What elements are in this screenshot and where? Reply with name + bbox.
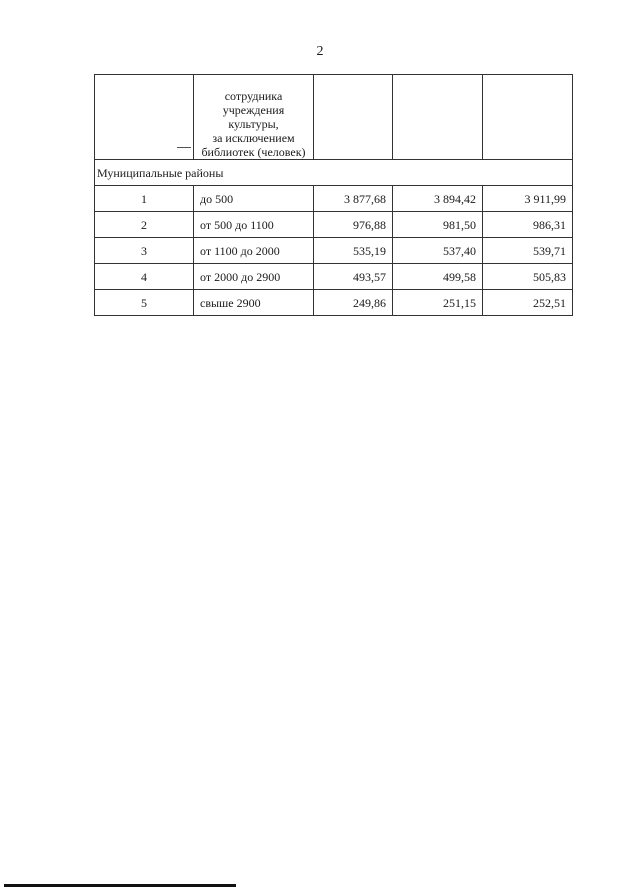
section-label: Муниципальные районы [95, 160, 573, 186]
section-row [95, 160, 573, 186]
scan-mark [177, 147, 191, 148]
table-row [95, 186, 573, 212]
row-value-1: 249,86 [314, 290, 393, 316]
header-cell-year-2 [393, 75, 483, 160]
table-header-row [95, 75, 573, 160]
row-range: свыше 2900 [194, 290, 314, 316]
row-range: от 2000 до 2900 [194, 264, 314, 290]
row-number: 2 [95, 212, 194, 238]
row-value-2: 3 894,42 [393, 186, 483, 212]
row-range: от 1100 до 2000 [194, 238, 314, 264]
row-value-1: 535,19 [314, 238, 393, 264]
row-value-3: 505,83 [483, 264, 573, 290]
header-cell-description [194, 75, 314, 160]
row-range: до 500 [194, 186, 314, 212]
table-row [95, 238, 573, 264]
row-number: 5 [95, 290, 194, 316]
bottom-rule [4, 884, 236, 887]
rates-table [94, 74, 573, 316]
row-range: от 500 до 1100 [194, 212, 314, 238]
row-value-3: 986,31 [483, 212, 573, 238]
header-cell-year-1 [314, 75, 393, 160]
table-row [95, 212, 573, 238]
page-number: 2 [316, 44, 324, 59]
row-value-3: 539,71 [483, 238, 573, 264]
row-value-1: 3 877,68 [314, 186, 393, 212]
row-value-1: 976,88 [314, 212, 393, 238]
row-number: 1 [95, 186, 194, 212]
header-cell-year-3 [483, 75, 573, 160]
row-value-2: 251,15 [393, 290, 483, 316]
row-value-1: 493,57 [314, 264, 393, 290]
row-value-2: 981,50 [393, 212, 483, 238]
table-row [95, 290, 573, 316]
row-number: 4 [95, 264, 194, 290]
row-value-3: 252,51 [483, 290, 573, 316]
row-value-2: 499,58 [393, 264, 483, 290]
table-row [95, 264, 573, 290]
row-number: 3 [95, 238, 194, 264]
row-value-2: 537,40 [393, 238, 483, 264]
row-value-3: 3 911,99 [483, 186, 573, 212]
header-description-text: сотрудника учреждения культуры, за исключением библиотек (человек) [201, 89, 306, 159]
